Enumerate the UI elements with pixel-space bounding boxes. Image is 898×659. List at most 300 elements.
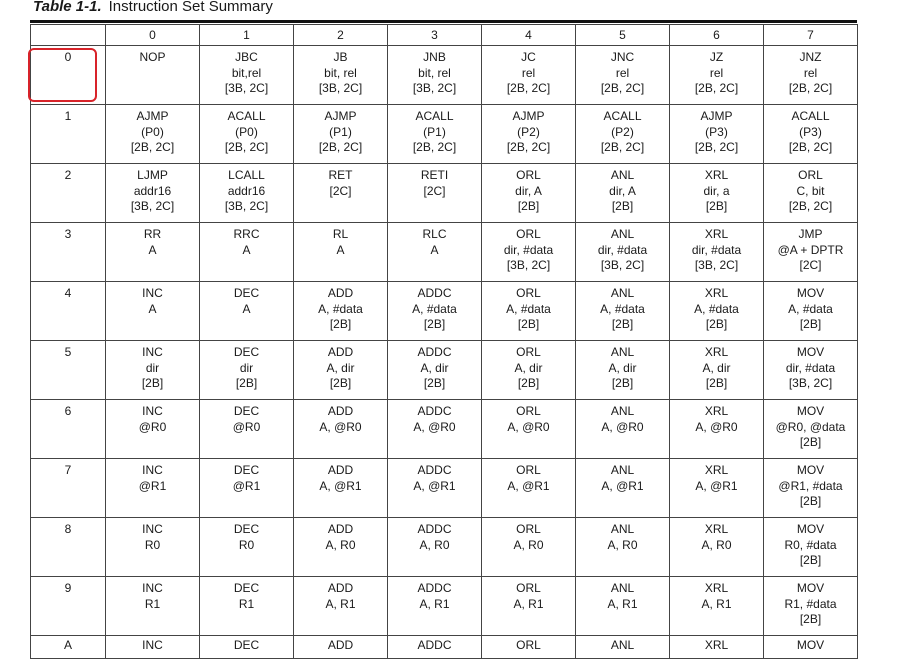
instruction-operands: A, dir — [326, 360, 355, 375]
instruction-cell — [764, 105, 858, 164]
instruction-operands: A, #data — [600, 301, 645, 316]
instruction-mnemonic: ORL — [798, 168, 823, 182]
instruction-size-cycles: [3B, 2C] — [788, 376, 833, 390]
instruction-cell — [670, 282, 764, 341]
instruction-operands: A, @R1 — [507, 478, 550, 493]
instruction-size-cycles: [3B, 2C] — [600, 258, 645, 272]
instruction-cell — [764, 164, 858, 223]
column-header-1: 1 — [200, 25, 294, 46]
instruction-cell — [388, 46, 482, 105]
instruction-operands: addr16 — [227, 183, 266, 198]
instruction-mnemonic: RR — [143, 227, 162, 241]
instruction-mnemonic: RLC — [422, 227, 447, 241]
instruction-cell — [294, 636, 388, 659]
instruction-cell — [670, 105, 764, 164]
instruction-mnemonic: ORL — [516, 286, 541, 300]
row-header-0: 0 — [31, 46, 106, 105]
instruction-cell — [576, 46, 670, 105]
instruction-mnemonic: ACALL — [415, 109, 454, 123]
instruction-operands: bit, rel — [418, 65, 451, 80]
instruction-mnemonic: XRL — [704, 286, 729, 300]
instruction-cell — [482, 105, 576, 164]
instruction-cell — [482, 400, 576, 459]
instruction-cell — [200, 105, 294, 164]
instruction-mnemonic: ADDC — [417, 404, 452, 418]
instruction-size-cycles: [2B] — [799, 612, 822, 626]
instruction-operands: dir, a — [703, 183, 730, 198]
instruction-cell — [106, 164, 200, 223]
instruction-operands: dir, A — [609, 183, 636, 198]
instruction-cell — [106, 636, 200, 659]
instruction-operands: A, @R0 — [413, 419, 456, 434]
instruction-size-cycles: [2B, 2C] — [318, 140, 363, 154]
instruction-mnemonic: ORL — [516, 463, 541, 477]
instruction-cell — [388, 223, 482, 282]
instruction-cell — [106, 46, 200, 105]
instruction-mnemonic: INC — [142, 581, 163, 595]
instruction-operands: R0 — [238, 537, 255, 552]
instruction-operands: A — [242, 242, 251, 257]
instruction-mnemonic: AJMP — [512, 109, 545, 123]
instruction-size-cycles: [3B, 2C] — [224, 199, 269, 213]
instruction-size-cycles: [3B, 2C] — [412, 81, 457, 95]
row-header-4: 4 — [31, 282, 106, 341]
instruction-mnemonic: ADD — [327, 638, 354, 652]
instruction-mnemonic: ORL — [516, 404, 541, 418]
instruction-size-cycles: [2C] — [423, 183, 446, 198]
instruction-operands: A, R0 — [607, 537, 638, 552]
instruction-size-cycles: [2B, 2C] — [694, 140, 739, 154]
instruction-cell — [106, 459, 200, 518]
instruction-mnemonic: LJMP — [137, 168, 168, 182]
instruction-cell — [576, 282, 670, 341]
instruction-cell — [106, 282, 200, 341]
instruction-size-cycles: [2B] — [799, 435, 822, 449]
instruction-mnemonic: MOV — [796, 522, 825, 536]
instruction-cell — [294, 459, 388, 518]
table-row — [31, 518, 858, 577]
instruction-cell — [294, 400, 388, 459]
instruction-size-cycles: [2B, 2C] — [694, 81, 739, 95]
instruction-cell — [576, 341, 670, 400]
instruction-cell — [576, 636, 670, 659]
instruction-operands: R0 — [144, 537, 161, 552]
instruction-cell — [200, 577, 294, 636]
instruction-mnemonic: DEC — [233, 463, 260, 477]
instruction-operands: A, @R0 — [507, 419, 550, 434]
instruction-operands: R1, #data — [784, 596, 837, 611]
column-header-4: 4 — [482, 25, 576, 46]
instruction-mnemonic: ADDC — [417, 345, 452, 359]
instruction-operands: A — [336, 242, 345, 257]
instruction-cell — [576, 164, 670, 223]
instruction-mnemonic: ANL — [610, 168, 635, 182]
instruction-size-cycles: [2B] — [799, 494, 822, 508]
instruction-cell — [670, 341, 764, 400]
instruction-operands: rel — [709, 65, 724, 80]
instruction-cell — [670, 459, 764, 518]
instruction-mnemonic: DEC — [233, 345, 260, 359]
instruction-size-cycles: [2B] — [329, 317, 352, 331]
instruction-mnemonic: ADD — [327, 286, 354, 300]
instruction-mnemonic: INC — [142, 522, 163, 536]
instruction-mnemonic: INC — [142, 404, 163, 418]
table-row — [31, 46, 858, 105]
instruction-mnemonic: MOV — [796, 463, 825, 477]
instruction-cell — [388, 282, 482, 341]
instruction-size-cycles: [3B, 2C] — [318, 81, 363, 95]
row-header-8: 8 — [31, 518, 106, 577]
instruction-cell — [388, 577, 482, 636]
instruction-mnemonic: JZ — [709, 50, 724, 64]
instruction-operands: A, R1 — [607, 596, 638, 611]
instruction-operands: A, R0 — [325, 537, 356, 552]
instruction-operands: A — [242, 301, 251, 316]
instruction-cell — [106, 223, 200, 282]
instruction-set-table — [30, 24, 858, 659]
instruction-cell — [106, 400, 200, 459]
instruction-mnemonic: JMP — [798, 227, 823, 241]
instruction-operands: bit,rel — [231, 65, 262, 80]
instruction-cell — [200, 164, 294, 223]
instruction-mnemonic: MOV — [796, 286, 825, 300]
instruction-operands: A, R1 — [513, 596, 544, 611]
instruction-cell — [576, 459, 670, 518]
instruction-size-cycles: [2B, 2C] — [224, 140, 269, 154]
instruction-operands: R1 — [144, 596, 161, 611]
instruction-mnemonic: ORL — [516, 522, 541, 536]
instruction-mnemonic: DEC — [233, 638, 260, 652]
instruction-cell — [482, 341, 576, 400]
instruction-mnemonic: AJMP — [700, 109, 733, 123]
instruction-size-cycles: [2B] — [141, 376, 164, 390]
instruction-cell — [200, 223, 294, 282]
corner-header-cell — [31, 25, 106, 46]
instruction-size-cycles: [2B] — [705, 376, 728, 390]
instruction-mnemonic: ORL — [516, 638, 541, 652]
table-caption-title: Instruction Set Summary — [108, 0, 273, 15]
instruction-mnemonic: XRL — [704, 581, 729, 595]
instruction-size-cycles: [3B, 2C] — [224, 81, 269, 95]
instruction-operands: A, @R1 — [601, 478, 644, 493]
instruction-mnemonic: ANL — [610, 345, 635, 359]
row-header-7: 7 — [31, 459, 106, 518]
instruction-cell — [670, 636, 764, 659]
instruction-size-cycles: [2B] — [423, 317, 446, 331]
instruction-mnemonic: DEC — [233, 522, 260, 536]
instruction-cell — [670, 164, 764, 223]
instruction-operands: A, R0 — [701, 537, 732, 552]
instruction-operands: dir, #data — [785, 360, 836, 375]
instruction-mnemonic: INC — [142, 463, 163, 477]
instruction-mnemonic: XRL — [704, 227, 729, 241]
instruction-cell — [670, 518, 764, 577]
instruction-cell — [200, 46, 294, 105]
instruction-cell — [482, 459, 576, 518]
instruction-operands: A, #data — [506, 301, 551, 316]
column-header-3: 3 — [388, 25, 482, 46]
instruction-operands: dir — [239, 360, 254, 375]
instruction-mnemonic: ACALL — [227, 109, 266, 123]
instruction-size-cycles: [3B, 2C] — [130, 199, 175, 213]
instruction-mnemonic: JC — [521, 50, 536, 64]
instruction-mnemonic: ANL — [610, 404, 635, 418]
instruction-mnemonic: ANL — [610, 463, 635, 477]
instruction-mnemonic: ANL — [610, 638, 635, 652]
instruction-operands: dir, #data — [503, 242, 554, 257]
column-header-5: 5 — [576, 25, 670, 46]
instruction-operands: A, R0 — [419, 537, 450, 552]
instruction-operands: @R1, #data — [778, 478, 843, 493]
instruction-mnemonic: RL — [332, 227, 349, 241]
instruction-cell — [482, 223, 576, 282]
instruction-mnemonic: MOV — [796, 581, 825, 595]
instruction-size-cycles: [2B, 2C] — [506, 140, 551, 154]
instruction-cell — [764, 46, 858, 105]
instruction-mnemonic: ANL — [610, 286, 635, 300]
instruction-mnemonic: ANL — [610, 581, 635, 595]
table-caption — [33, 0, 273, 17]
instruction-size-cycles: [2B, 2C] — [600, 81, 645, 95]
instruction-mnemonic: XRL — [704, 463, 729, 477]
instruction-operands: A, #data — [694, 301, 739, 316]
instruction-operands: R1 — [238, 596, 255, 611]
instruction-mnemonic: ADD — [327, 345, 354, 359]
instruction-mnemonic: ORL — [516, 227, 541, 241]
instruction-cell — [764, 518, 858, 577]
instruction-operands: A, @R0 — [695, 419, 738, 434]
table-caption-label: Table 1-1. — [33, 0, 102, 15]
instruction-mnemonic: AJMP — [324, 109, 357, 123]
instruction-mnemonic: ADD — [327, 522, 354, 536]
instruction-operands: @R1 — [232, 478, 261, 493]
instruction-mnemonic: ADDC — [417, 522, 452, 536]
instruction-mnemonic: XRL — [704, 522, 729, 536]
instruction-mnemonic: DEC — [233, 581, 260, 595]
instruction-operands: A, R0 — [513, 537, 544, 552]
table-row — [31, 341, 858, 400]
instruction-cell — [294, 105, 388, 164]
instruction-cell — [482, 636, 576, 659]
instruction-mnemonic: NOP — [139, 50, 166, 64]
instruction-operands: (P0) — [141, 124, 164, 139]
instruction-operands: A, @R0 — [319, 419, 362, 434]
instruction-mnemonic: DEC — [233, 286, 260, 300]
table-row — [31, 577, 858, 636]
instruction-cell — [764, 341, 858, 400]
instruction-mnemonic: ADD — [327, 404, 354, 418]
instruction-operands: A, dir — [514, 360, 543, 375]
instruction-operands: C, bit — [796, 183, 825, 198]
instruction-cell — [764, 223, 858, 282]
instruction-operands: dir, #data — [597, 242, 648, 257]
instruction-mnemonic: RRC — [233, 227, 260, 241]
instruction-mnemonic: JBC — [235, 50, 258, 64]
instruction-cell — [200, 341, 294, 400]
instruction-cell — [764, 636, 858, 659]
instruction-operands: (P2) — [517, 124, 540, 139]
instruction-operands: A, #data — [318, 301, 363, 316]
instruction-cell — [294, 518, 388, 577]
instruction-mnemonic: JNB — [423, 50, 446, 64]
instruction-operands: A, @R1 — [319, 478, 362, 493]
table-row — [31, 282, 858, 341]
instruction-operands: (P3) — [799, 124, 822, 139]
instruction-mnemonic: ANL — [610, 227, 635, 241]
instruction-cell — [764, 400, 858, 459]
row-header-9: 9 — [31, 577, 106, 636]
instruction-mnemonic: ADDC — [417, 638, 452, 652]
table-row — [31, 636, 858, 659]
instruction-mnemonic: XRL — [704, 404, 729, 418]
instruction-cell — [764, 459, 858, 518]
instruction-cell — [764, 282, 858, 341]
instruction-cell — [482, 577, 576, 636]
table-row — [31, 223, 858, 282]
instruction-operands: A, @R0 — [601, 419, 644, 434]
table-top-rule — [30, 20, 857, 23]
instruction-table-body — [31, 25, 858, 659]
instruction-cell — [200, 518, 294, 577]
instruction-operands: rel — [521, 65, 536, 80]
instruction-size-cycles: [2C] — [329, 183, 352, 198]
instruction-cell — [388, 164, 482, 223]
instruction-mnemonic: MOV — [796, 404, 825, 418]
instruction-cell — [764, 577, 858, 636]
instruction-cell — [576, 518, 670, 577]
column-header-7: 7 — [764, 25, 858, 46]
instruction-mnemonic: ADD — [327, 581, 354, 595]
table-row — [31, 164, 858, 223]
instruction-mnemonic: INC — [142, 345, 163, 359]
instruction-size-cycles: [2B] — [517, 199, 540, 213]
instruction-size-cycles: [2B, 2C] — [506, 81, 551, 95]
instruction-operands: A, R1 — [419, 596, 450, 611]
instruction-size-cycles: [2B] — [799, 553, 822, 567]
instruction-operands: (P2) — [611, 124, 634, 139]
instruction-size-cycles: [2B] — [423, 376, 446, 390]
instruction-operands: (P1) — [329, 124, 352, 139]
instruction-cell — [670, 400, 764, 459]
column-header-row — [31, 25, 858, 46]
instruction-mnemonic: INC — [142, 638, 163, 652]
row-header-5: 5 — [31, 341, 106, 400]
instruction-size-cycles: [2B] — [611, 376, 634, 390]
instruction-operands: bit, rel — [324, 65, 357, 80]
instruction-cell — [294, 577, 388, 636]
instruction-mnemonic: MOV — [796, 345, 825, 359]
instruction-cell — [106, 341, 200, 400]
instruction-mnemonic: ADDC — [417, 581, 452, 595]
instruction-mnemonic: XRL — [704, 638, 729, 652]
instruction-mnemonic: ORL — [516, 345, 541, 359]
instruction-mnemonic: XRL — [704, 345, 729, 359]
column-header-2: 2 — [294, 25, 388, 46]
instruction-operands: @A + DPTR — [777, 242, 844, 257]
instruction-operands: @R0 — [232, 419, 261, 434]
instruction-operands: dir, #data — [691, 242, 742, 257]
instruction-operands: A — [148, 242, 157, 257]
instruction-cell — [388, 636, 482, 659]
instruction-cell — [200, 636, 294, 659]
instruction-mnemonic: ADDC — [417, 463, 452, 477]
table-row — [31, 105, 858, 164]
instruction-operands: R0, #data — [784, 537, 837, 552]
instruction-mnemonic: AJMP — [136, 109, 169, 123]
instruction-operands: A, dir — [420, 360, 449, 375]
instruction-cell — [482, 518, 576, 577]
instruction-cell — [576, 105, 670, 164]
column-header-0: 0 — [106, 25, 200, 46]
instruction-cell — [106, 577, 200, 636]
instruction-size-cycles: [2B] — [611, 317, 634, 331]
instruction-operands: A, @R1 — [695, 478, 738, 493]
instruction-cell — [670, 577, 764, 636]
row-header-1: 1 — [31, 105, 106, 164]
instruction-cell — [200, 400, 294, 459]
instruction-mnemonic: RET — [328, 168, 353, 182]
instruction-size-cycles: [2B] — [799, 317, 822, 331]
instruction-mnemonic: ACALL — [603, 109, 642, 123]
instruction-operands: A, R1 — [701, 596, 732, 611]
instruction-cell — [294, 46, 388, 105]
instruction-operands: @R1 — [138, 478, 167, 493]
instruction-cell — [482, 282, 576, 341]
instruction-operands: A, @R1 — [413, 478, 456, 493]
instruction-mnemonic: JB — [333, 50, 348, 64]
instruction-operands: (P0) — [235, 124, 258, 139]
instruction-cell — [482, 46, 576, 105]
instruction-size-cycles: [2B] — [517, 317, 540, 331]
instruction-size-cycles: [2B] — [235, 376, 258, 390]
instruction-size-cycles: [2B] — [329, 376, 352, 390]
row-header-3: 3 — [31, 223, 106, 282]
instruction-operands: @R0 — [138, 419, 167, 434]
instruction-cell — [482, 164, 576, 223]
instruction-mnemonic: ADDC — [417, 286, 452, 300]
instruction-mnemonic: ADD — [327, 463, 354, 477]
instruction-cell — [200, 282, 294, 341]
instruction-cell — [388, 400, 482, 459]
instruction-size-cycles: [2B, 2C] — [130, 140, 175, 154]
instruction-size-cycles: [2B, 2C] — [788, 140, 833, 154]
instruction-cell — [294, 282, 388, 341]
instruction-size-cycles: [3B, 2C] — [694, 258, 739, 272]
instruction-cell — [670, 223, 764, 282]
instruction-mnemonic: JNC — [610, 50, 635, 64]
instruction-mnemonic: RETI — [420, 168, 449, 182]
instruction-operands: @R0, @data — [775, 419, 846, 434]
instruction-cell — [106, 518, 200, 577]
instruction-size-cycles: [2B, 2C] — [788, 81, 833, 95]
instruction-mnemonic: DEC — [233, 404, 260, 418]
instruction-operands: dir, A — [515, 183, 542, 198]
instruction-cell — [576, 400, 670, 459]
table-row — [31, 400, 858, 459]
instruction-size-cycles: [2B] — [517, 376, 540, 390]
row-header-6: 6 — [31, 400, 106, 459]
instruction-mnemonic: ORL — [516, 581, 541, 595]
instruction-mnemonic: INC — [142, 286, 163, 300]
instruction-size-cycles: [2B, 2C] — [600, 140, 645, 154]
instruction-mnemonic: LCALL — [228, 168, 265, 182]
instruction-size-cycles: [2B, 2C] — [412, 140, 457, 154]
instruction-operands: A — [430, 242, 439, 257]
instruction-size-cycles: [3B, 2C] — [506, 258, 551, 272]
instruction-cell — [294, 164, 388, 223]
instruction-cell — [576, 223, 670, 282]
instruction-cell — [388, 518, 482, 577]
